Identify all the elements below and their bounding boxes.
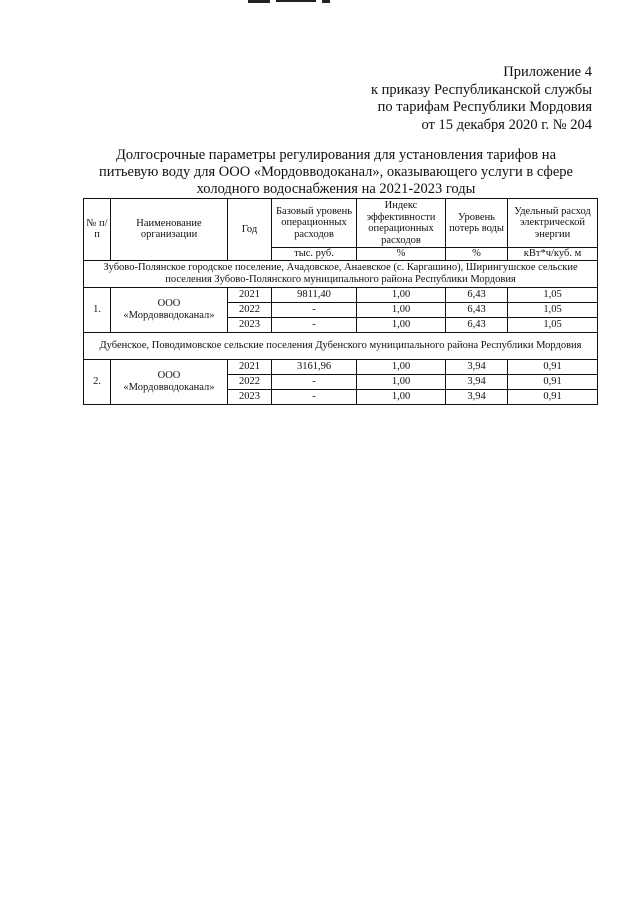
- cell-energy: 1,05: [508, 287, 598, 302]
- region-row: [84, 332, 598, 359]
- cell-energy: 0,91: [508, 389, 598, 404]
- organization-name: ООО «Мордовводоканал»: [111, 359, 228, 404]
- cell-energy: 0,91: [508, 359, 598, 374]
- appendix-line: от 15 декабря 2020 г. № 204: [421, 116, 592, 133]
- row-number: 2.: [84, 359, 111, 404]
- cell-energy: 0,91: [508, 374, 598, 389]
- cell-base: 3161,96: [272, 359, 357, 374]
- unit-loss: %: [446, 248, 508, 261]
- parameters-table: [83, 198, 598, 405]
- unit-energy: кВт*ч/куб. м: [508, 248, 598, 261]
- document-title: [92, 147, 580, 198]
- region-label: Дубенское, Поводимовское сельские поселения Дубенского муниципального района Республики Мордовия: [84, 332, 598, 359]
- cell-index: 1,00: [357, 359, 446, 374]
- cell-year: 2022: [228, 374, 272, 389]
- header-loss: Уровень потерь воды: [446, 199, 508, 248]
- cell-base: -: [272, 302, 357, 317]
- cell-base: -: [272, 389, 357, 404]
- appendix-line: по тарифам Республики Мордовия: [377, 99, 592, 115]
- header-energy: Удельный расход электрической энергии: [508, 199, 598, 248]
- cell-year: 2022: [228, 302, 272, 317]
- header-index: Индекс эффективности операционных расходов: [357, 199, 446, 248]
- cell-energy: 1,05: [508, 302, 598, 317]
- header-org: Наименование организации: [111, 199, 228, 261]
- title-line: питьевую воду для ООО «Мордовводоканал», оказывающего услуги в сфере: [99, 164, 573, 180]
- appendix-line: Приложение 4: [503, 64, 592, 80]
- cell-loss: 3,94: [446, 359, 508, 374]
- cell-index: 1,00: [357, 287, 446, 302]
- scan-artifact: [248, 0, 418, 4]
- table-row: [84, 359, 598, 374]
- cell-loss: 3,94: [446, 389, 508, 404]
- cell-year: 2021: [228, 287, 272, 302]
- cell-index: 1,00: [357, 302, 446, 317]
- appendix-header: [292, 64, 592, 134]
- title-line: Долгосрочные параметры регулирования для установления тарифов на: [115, 147, 557, 163]
- region-row: [84, 260, 598, 287]
- cell-year: 2021: [228, 359, 272, 374]
- cell-index: 1,00: [357, 317, 446, 332]
- cell-loss: 6,43: [446, 302, 508, 317]
- cell-energy: 1,05: [508, 317, 598, 332]
- cell-year: 2023: [228, 317, 272, 332]
- cell-index: 1,00: [357, 374, 446, 389]
- header-num: № п/п: [84, 199, 111, 261]
- cell-loss: 6,43: [446, 287, 508, 302]
- table-header-row: [84, 199, 598, 248]
- appendix-line: к приказу Республиканской службы: [370, 81, 592, 98]
- unit-index: %: [357, 248, 446, 261]
- organization-name: ООО «Мордовводоканал»: [111, 287, 228, 332]
- cell-loss: 3,94: [446, 374, 508, 389]
- cell-base: -: [272, 374, 357, 389]
- header-year: Год: [228, 199, 272, 261]
- cell-base: 9811,40: [272, 287, 357, 302]
- cell-index: 1,00: [357, 389, 446, 404]
- row-number: 1.: [84, 287, 111, 332]
- title-line: холодного водоснабжения на 2021-2023 годы: [196, 181, 476, 197]
- unit-base: тыс. руб.: [272, 248, 357, 261]
- cell-base: -: [272, 317, 357, 332]
- header-base: Базовый уровень операционных расходов: [272, 199, 357, 248]
- table-row: [84, 287, 598, 302]
- region-label: Зубово-Полянское городское поселение, Ачадовское, Анаевское (с. Каргашино), Ширингушское сельские поселения Зубово-Полянского муниципального района Республики Мордовия: [84, 260, 598, 287]
- cell-loss: 6,43: [446, 317, 508, 332]
- cell-year: 2023: [228, 389, 272, 404]
